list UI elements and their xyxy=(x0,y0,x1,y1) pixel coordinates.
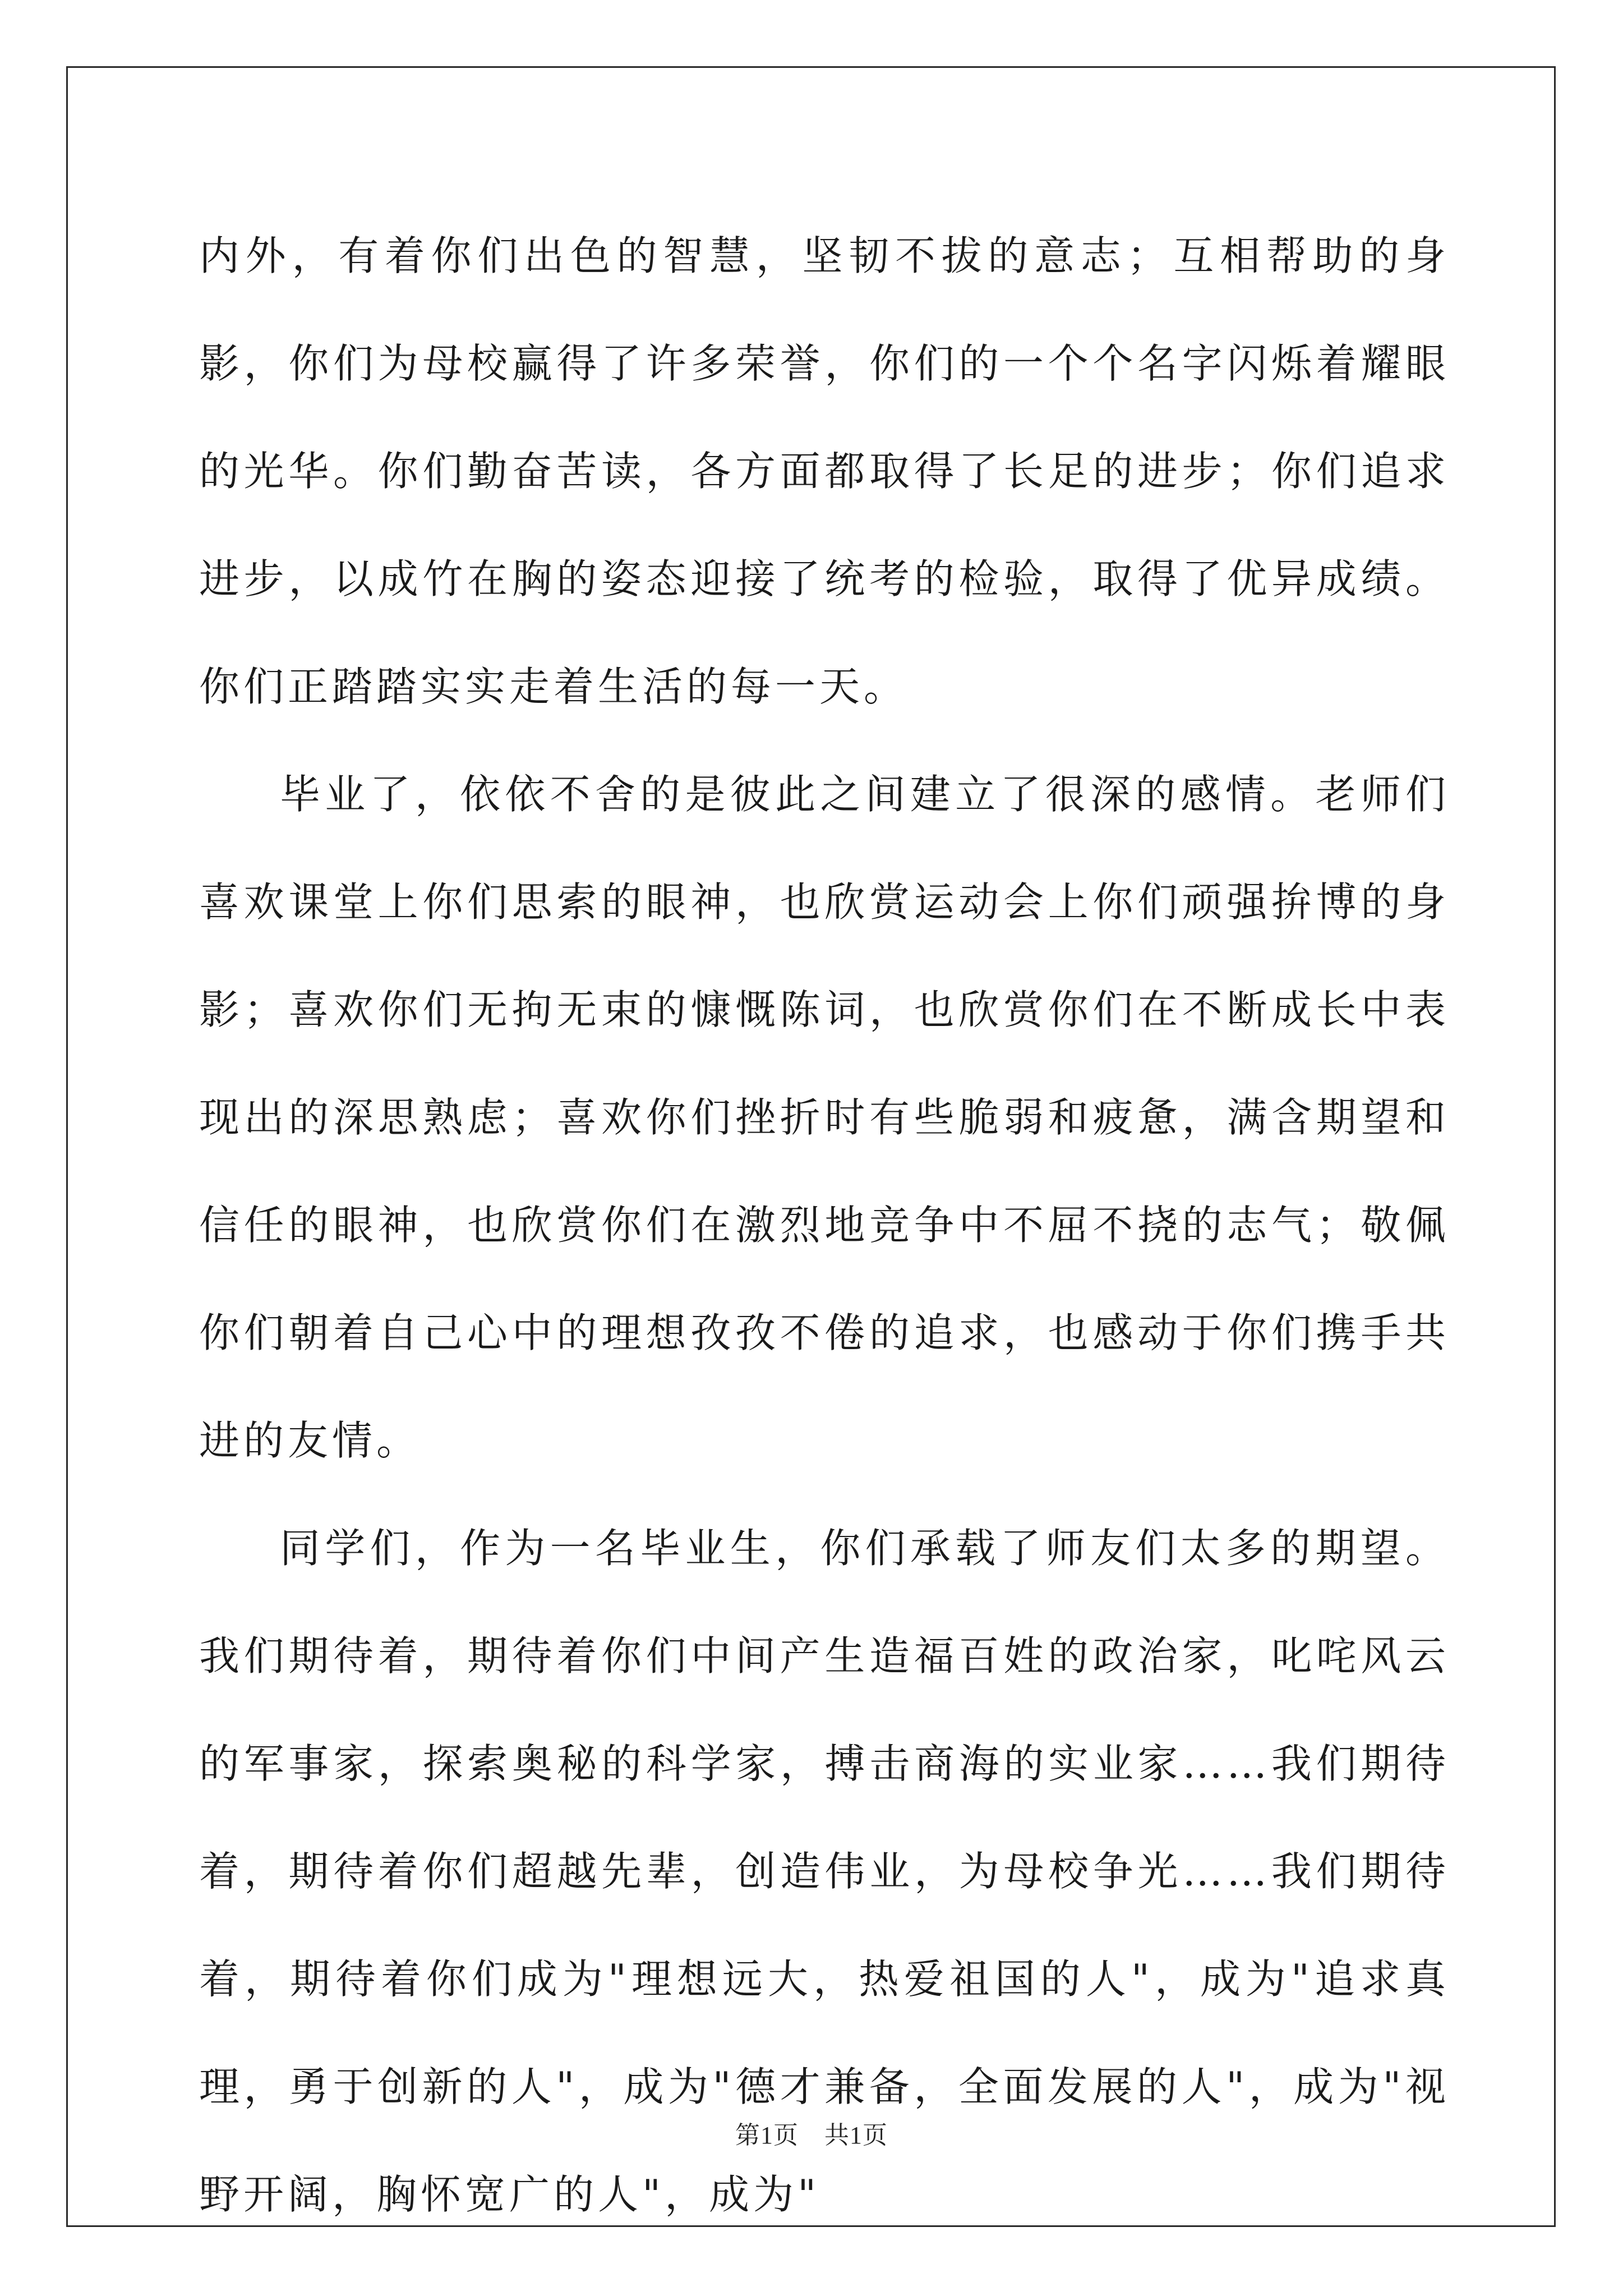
page-total: 共1页 xyxy=(824,2122,888,2149)
paragraph-3: 同学们，作为一名毕业生，你们承载了师友们太多的期望。我们期待着，期待着你们中间产生造福百姓的政治家，叱咤风云的军事家，探索奥秘的科学家，搏击商海的实业家……我们期待着，期待着你们超越先辈，创造伟业，为母校争光……我们期待着，期待着你们成为"理想远大，热爱祖国的人"，成为"追求真理，勇于创新的人"，成为"德才兼备，全面发展的人"，成为"视野开阔，胸怀宽广的人"，成为" xyxy=(199,1525,1450,2218)
document-body xyxy=(199,202,1450,2248)
paragraph-2: 毕业了，依依不舍的是彼此之间建立了很深的感情。老师们喜欢课堂上你们思索的眼神，也欣赏运动会上你们顽强拚博的身影；喜欢你们无拘无束的慷慨陈词，也欣赏你们在不断成长中表现出的深思熟虑；喜欢你们挫折时有些脆弱和疲惫，满含期望和信任的眼神，也欣赏你们在激烈地竞争中不屈不挠的志气；敬佩你们朝着自己心中的理想孜孜不倦的追求，也感动于你们携手共进的友情。 xyxy=(199,771,1450,1464)
page-number: 第1页 xyxy=(735,2122,799,2149)
page-footer xyxy=(0,2115,1623,2151)
paragraph-1: 内外，有着你们出色的智慧，坚韧不拔的意志；互相帮助的身影，你们为母校赢得了许多荣誉，你们的一个个名字闪烁着耀眼的光华。你们勤奋苦读，各方面都取得了长足的进步；你们追求进步，以成竹在胸的姿态迎接了统考的检验，取得了优异成绩。你们正踏踏实实走着生活的每一天。 xyxy=(199,232,1450,710)
